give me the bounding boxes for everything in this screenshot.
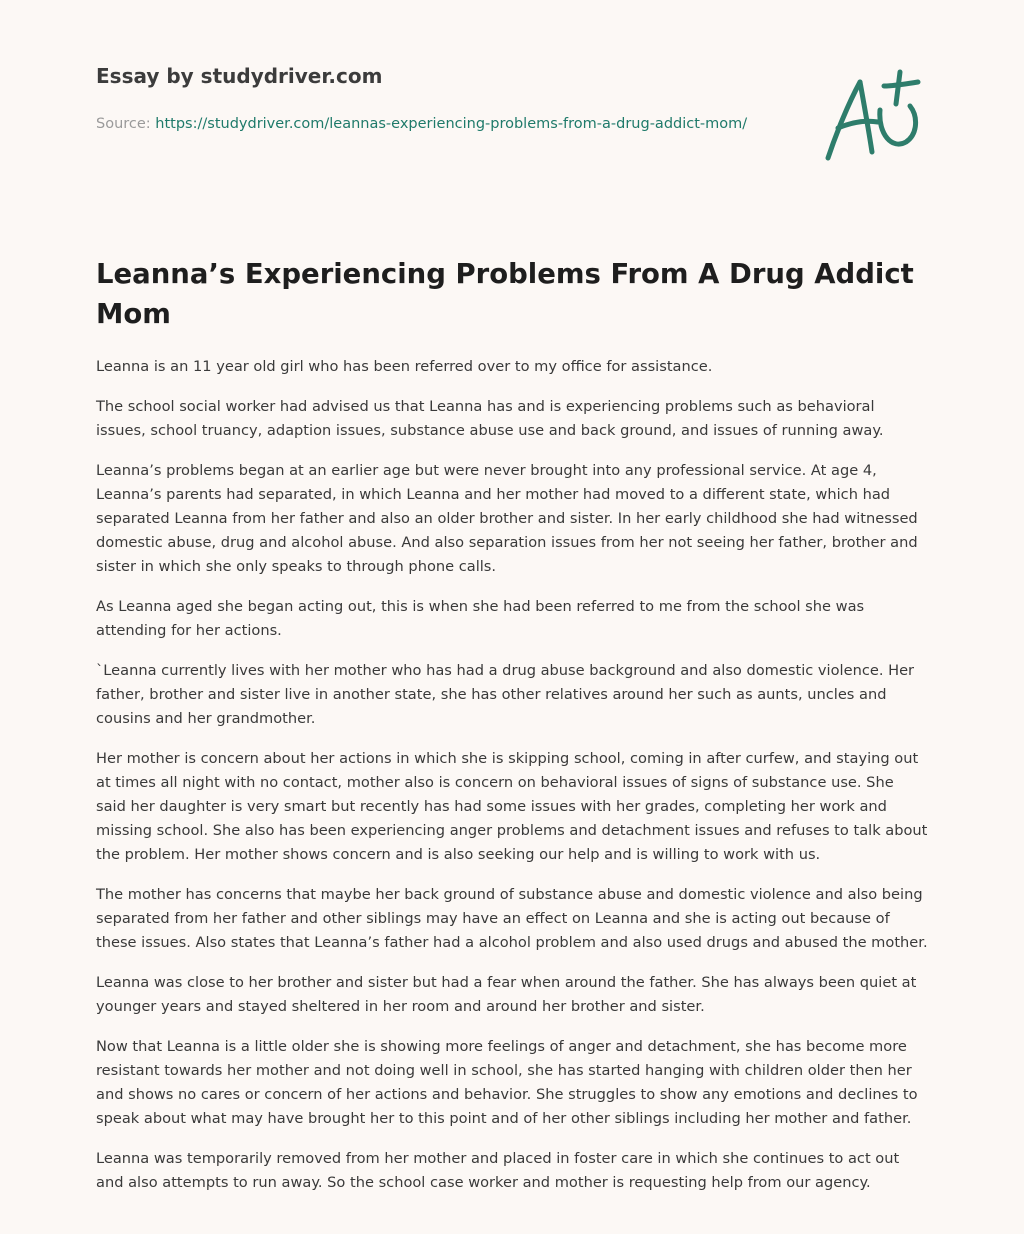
essay-paragraph: Her mother is concern about her actions in which she is skipping school, coming in after curfew, and staying out at times all night with no contact, mother also is concern on behavioral issues of signs of substance use. She said her daughter is very smart but recently has had some issues with her grades, completing her work and missing school. She also has been experiencing anger problems and detachment issues and refuses to talk about the problem. Her mother shows concern and is also seeking our help and is willing to work with us. xyxy=(96,750,928,863)
source-label: Source: xyxy=(96,116,156,132)
a-plus-logo-icon xyxy=(822,64,926,164)
essay-paragraph: The mother has concerns that maybe her back ground of substance abuse and domestic violence and also being separated from her father and other siblings may have an effect on Leanna and she is acting out because of these issues. Also states that Leanna’s father had a alcohol problem and also used drugs and abused the mother. xyxy=(96,886,928,951)
essay-paragraph: Leanna’s problems began at an earlier age but were never brought into any professional service. At age 4, Leanna’s parents had separated, in which Leanna and her mother had moved to a different state, which had separated Leanna from her father and also an older brother and sister. In her early childhood she had witnessed domestic abuse, drug and alcohol abuse. And also separation issues from her not seeing her father, brother and sister in which she only speaks to through phone calls. xyxy=(96,462,918,575)
essay-body xyxy=(96,355,928,1211)
essay-paragraph: Leanna was close to her brother and sister but had a fear when around the father. She has always been quiet at younger years and stayed sheltered in her room and around her brother and sister. xyxy=(96,974,917,1015)
source-link[interactable]: https://studydriver.com/leannas-experiencing-problems-from-a-drug-addict-mom/ xyxy=(155,116,748,132)
essay-paragraph: Leanna was temporarily removed from her mother and placed in foster care in which she continues to act out and also attempts to run away. So the school case worker and mother is requesting help from our agency. xyxy=(96,1150,900,1191)
essay-paragraph: As Leanna aged she began acting out, this is when she had been referred to me from the school she was attending for her actions. xyxy=(96,598,865,639)
essay-paragraph: `Leanna currently lives with her mother who has had a drug abuse background and also domestic violence. Her father, brother and sister live in another state, she has other relatives around her such as aunts, uncles and cousins and her grandmother. xyxy=(96,662,915,727)
essay-paragraph: Leanna is an 11 year old girl who has been referred over to my office for assistance. xyxy=(96,358,713,375)
essay-paragraph: Now that Leanna is a little older she is showing more feelings of anger and detachment, she has become more resistant towards her mother and not doing well in school, she has started hanging with children older then her and shows no cares or concern of her actions and behavior. She struggles to show any emotions and declines to speak about what may have brought her to this point and of her other siblings including her mother and father. xyxy=(96,1038,918,1127)
essay-title: Leanna’s Experiencing Problems From A Drug Addict Mom xyxy=(96,258,914,330)
source-line xyxy=(96,112,756,136)
site-brand: Essay by studydriver.com xyxy=(96,64,383,88)
essay-paragraph: The school social worker had advised us that Leanna has and is experiencing problems such as behavioral issues, school truancy, adaption issues, substance abuse use and back ground, and issues of running away. xyxy=(96,398,884,439)
